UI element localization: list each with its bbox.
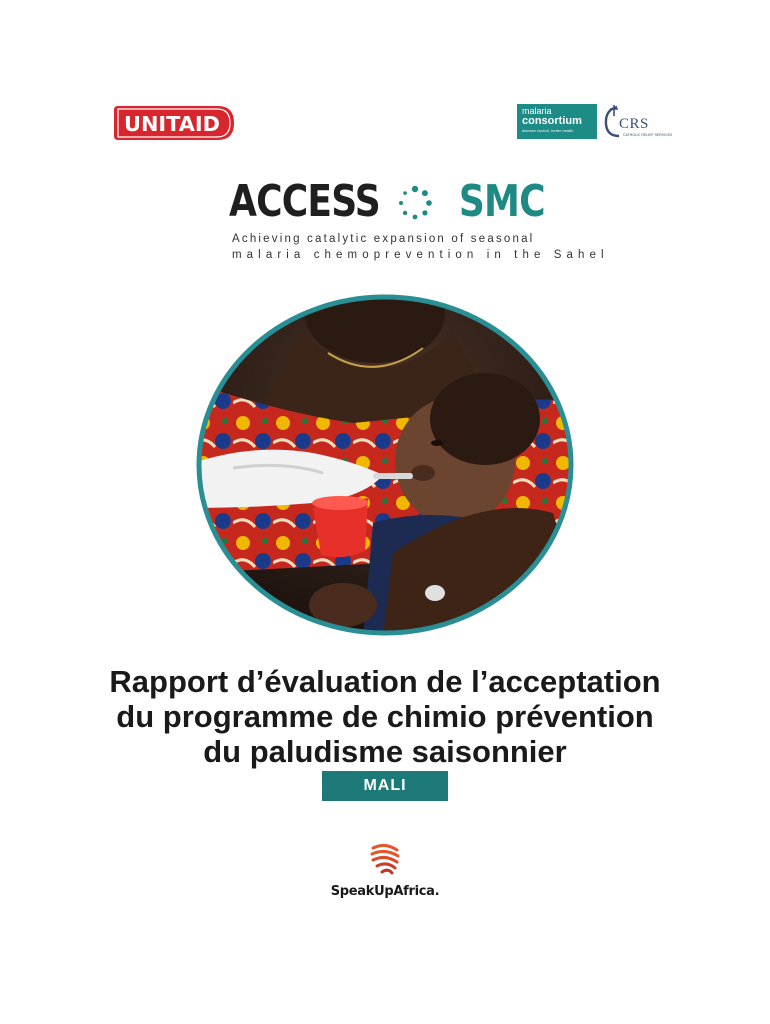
malaria-consortium-line1: malaria [522,106,552,116]
malaria-consortium-logo [517,104,597,139]
report-title-line1: Rapport d’évaluation de l’acceptation [109,664,661,699]
crs-logo [601,104,673,140]
cover-photo [193,293,577,637]
malaria-consortium-tagline: disease control, better health [522,128,574,133]
access-wordmark: ACCESS [229,176,380,227]
speakupafrica-logo-text: SpeakUpAfrica. [330,884,440,899]
country-badge: MALI [322,771,448,801]
report-title-line2: du programme de chimio prévention [116,699,654,734]
smc-wordmark: SMC [459,176,545,227]
access-smc-logo [229,178,545,226]
program-tagline-line2: malaria chemoprevention in the Sahel [232,249,609,261]
malaria-consortium-line2: consortium [522,115,582,127]
unitaid-logo [110,104,236,142]
unitaid-logo-text: UNITAID [124,112,220,136]
report-title [60,664,710,769]
program-tagline-line1: Achieving catalytic expansion of seasonal [232,233,535,245]
crs-subtitle: CATHOLIC RELIEF SERVICES [623,133,673,137]
africa-stripes-icon [369,842,401,883]
ring-of-dots-icon [397,185,433,221]
report-title-line3: du paludisme saisonnier [203,734,567,769]
crs-name: CRS [619,116,649,132]
